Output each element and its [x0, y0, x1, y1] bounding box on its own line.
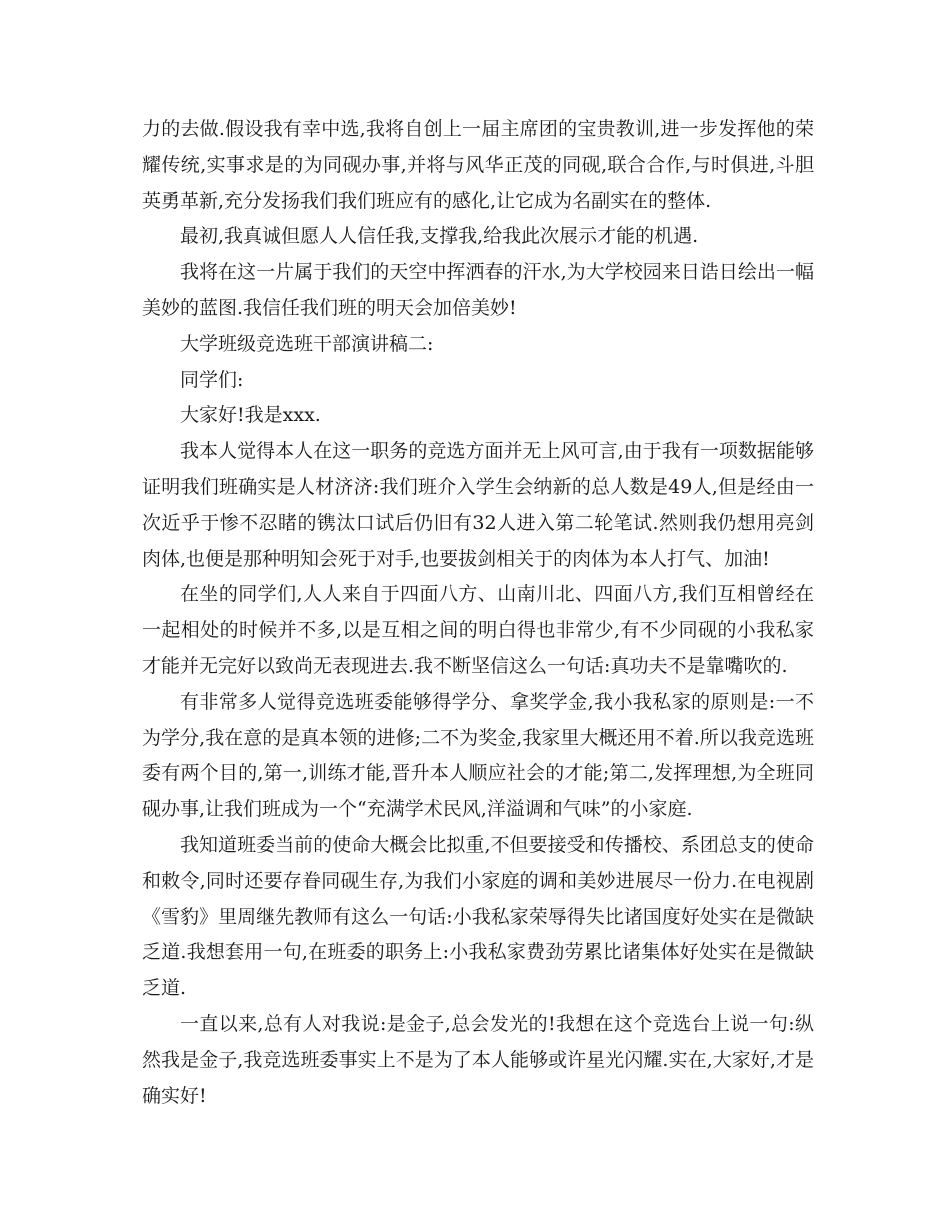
- paragraph: 我本人觉得本人在这一职务的竞选方面并无上风可言,由于我有一项数据能够证明我们班确实是人材济济:我们班介入学生会纳新的总人数是49人,但是经由一次近乎于惨不忍睹的镌汰口试后仍旧有32人进入第二轮笔试.然则我仍想用亮剑肉体,也便是那种明知会死于对手,也要拔剑相关于的肉体为本人打气、加油!: [142, 440, 814, 570]
- paragraph: 一直以来,总有人对我说:是金子,总会发光的!我想在这个竞选台上说一句:纵然我是金子,我竞选班委事实上不是为了本人能够或许星光闪耀.实在,大家好,才是确实好!: [142, 1012, 814, 1107]
- paragraph: 最初,我真诚但愿人人信任我,支撑我,给我此次展示才能的机遇.: [180, 225, 699, 248]
- paragraph: 在坐的同学们,人人来自于四面八方、山南川北、四面八方,我们互相曾经在一起相处的时候并不多,以是互相之间的明白得也非常少,有不少同砚的小我私家才能并无完好以致尚无表现进去.我不断坚信这么一句话:真功夫不是靠嘴吹的.: [142, 583, 814, 677]
- paragraph: 有非常多人觉得竞选班委能够得学分、拿奖学金,我小我私家的原则是:一不为学分,我在意的是真本领的进修;二不为奖金,我家里大概还用不着.所以我竞选班委有两个目的,第一,训练才能,晋升本人顺应社会的才能;第二,发挥理想,为全班同砚办事,让我们班成为一个“充满学术民风,洋溢调和气味”的小家庭.: [142, 690, 814, 821]
- paragraph: 我将在这一片属于我们的天空中挥洒春的汗水,为大学校园来日诰日绘出一幅美妙的蓝图.我信任我们班的明天会加倍美妙!: [142, 261, 814, 319]
- document-body: [142, 112, 814, 1114]
- paragraph: 我知道班委当前的使命大概会比拟重,不但要接受和传播校、系团总支的使命和敕令,同时还要存眷同砚生存,为我们小家庭的调和美妙进展尽一份力.在电视剧《雪豹》里周继先教师有这么一句话:小我私家荣辱得失比诸国度好处实在是微缺乏道.我想套用一句,在班委的职务上:小我私家费劲劳累比诸集体好处实在是微缺乏道.: [142, 833, 814, 1000]
- paragraph: 力的去做.假设我有幸中选,我将自创上一届主席团的宝贵教训,进一步发挥他的荣耀传统,实事求是的为同砚办事,并将与风华正茂的同砚,联合合作,与时俱进,斗胆英勇革新,充分发扬我们我们班应有的感化,让它成为名副实在的整体.: [142, 118, 814, 212]
- salutation: 同学们:: [180, 368, 244, 391]
- greeting: 大家好!我是xxx.: [180, 404, 321, 427]
- section-heading: 大学班级竞选班干部演讲稿二:: [180, 332, 434, 355]
